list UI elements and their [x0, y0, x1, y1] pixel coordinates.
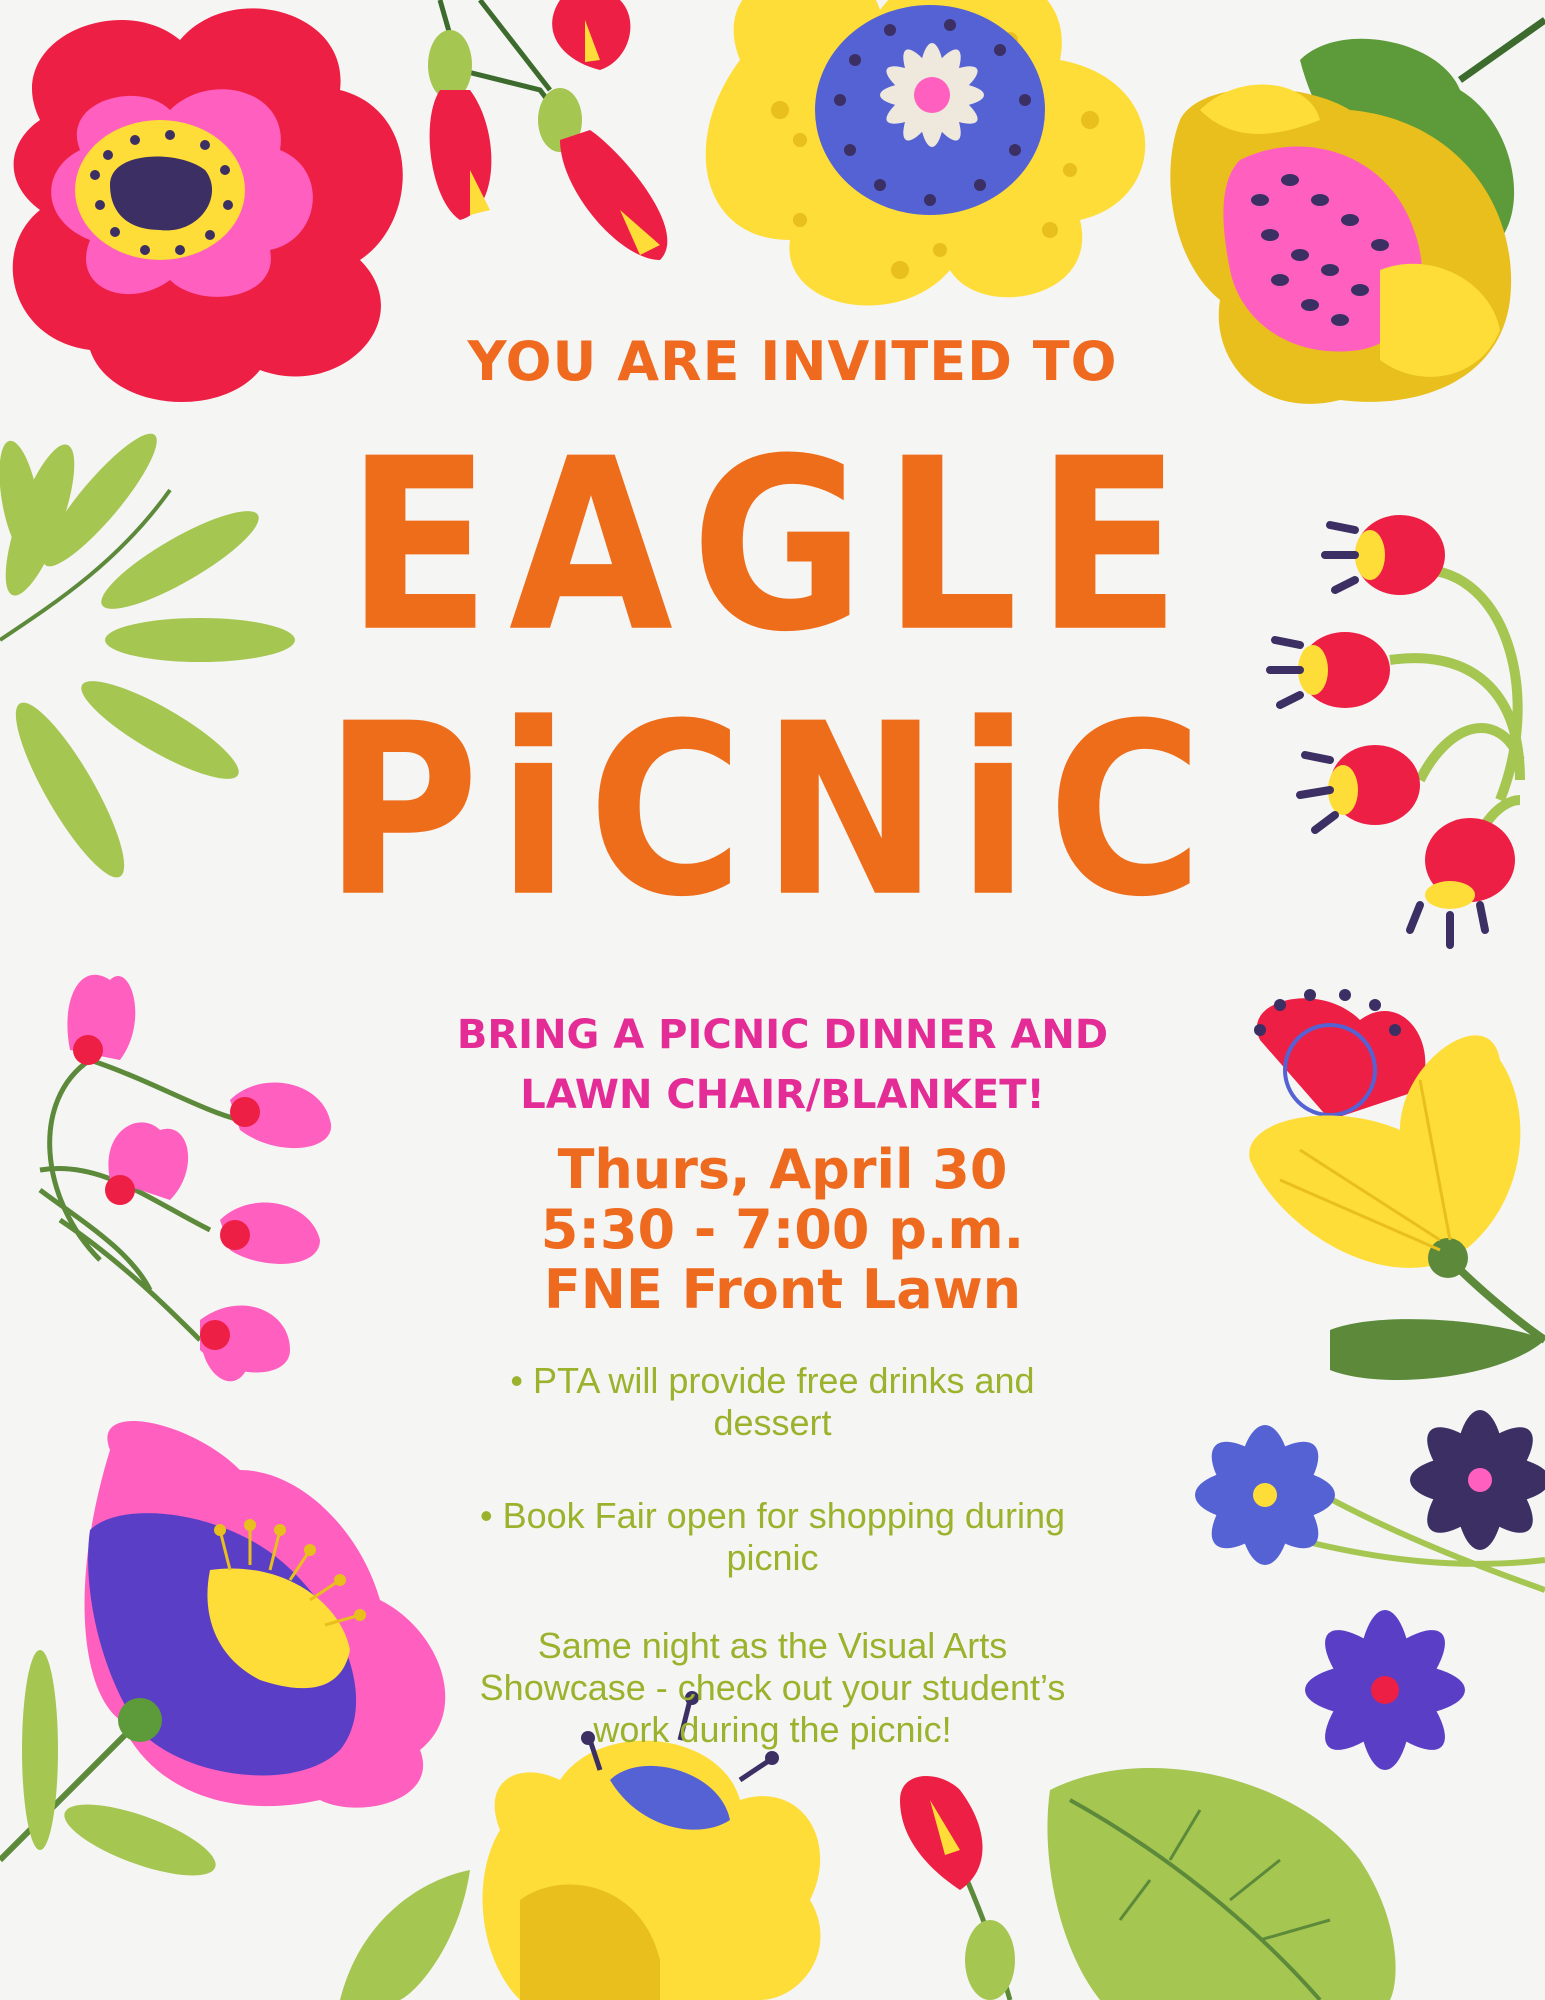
event-details — [10, 1140, 1545, 1320]
bring-line-1: BRING A PICNIC DINNER AND — [456, 1012, 1109, 1058]
green-leaf-icon — [1047, 1768, 1395, 2000]
event-title-line-2: PiCNiC — [323, 672, 1222, 949]
note-book-fair-line-2: picnic — [726, 1537, 819, 1578]
event-time: 5:30 - 7:00 p.m. — [540, 1198, 1025, 1261]
note-visual-arts-line-3: work during the picnic! — [593, 1709, 952, 1750]
red-bud-icon — [900, 1776, 1015, 2000]
event-title-line-1: EAGLE — [346, 407, 1199, 684]
bring-instructions — [10, 1005, 1545, 1125]
invite-heading: YOU ARE INVITED TO — [467, 330, 1118, 393]
note-visual-arts-line-2: Showcase - check out your student’s — [479, 1667, 1066, 1708]
note-pta — [0, 1360, 1545, 1444]
event-location: FNE Front Lawn — [543, 1258, 1022, 1321]
note-visual-arts — [0, 1625, 1545, 1751]
event-date: Thurs, April 30 — [557, 1138, 1008, 1201]
red-bud-icon — [428, 0, 667, 260]
bring-line-2: LAWN CHAIR/BLANKET! — [520, 1072, 1045, 1118]
note-book-fair-line-1: • Book Fair open for shopping during — [480, 1495, 1065, 1536]
daisy-icon — [706, 0, 1145, 306]
note-pta-line-2: dessert — [713, 1402, 832, 1443]
note-visual-arts-line-1: Same night as the Visual Arts — [537, 1625, 1008, 1666]
note-pta-line-1: • PTA will provide free drinks and — [510, 1360, 1035, 1401]
note-book-fair — [0, 1495, 1545, 1579]
green-leaf-icon — [340, 1870, 470, 2000]
